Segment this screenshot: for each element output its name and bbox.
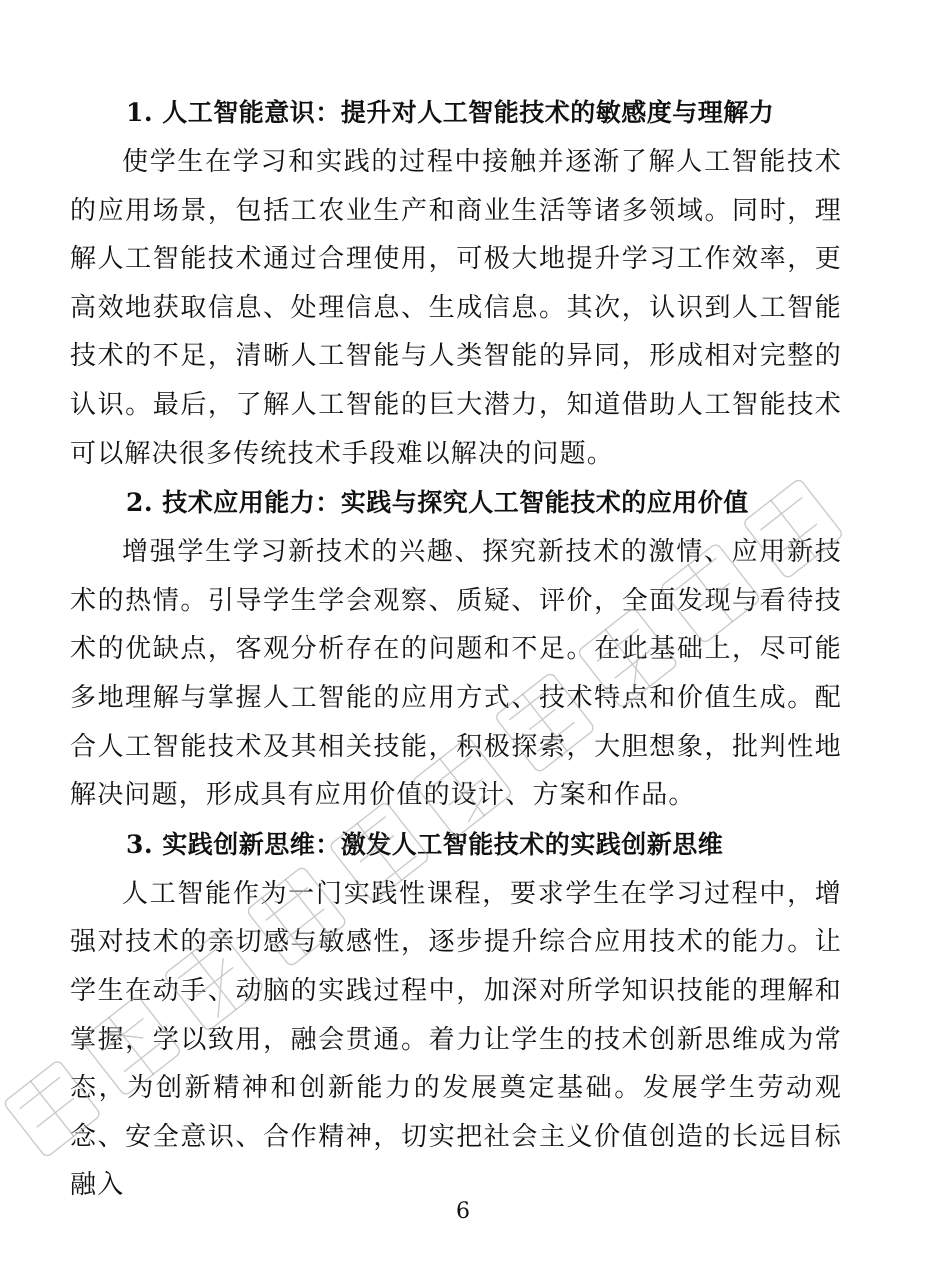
- section-3-heading: 3. 实践创新思维：激发人工智能技术的实践创新思维: [126, 829, 724, 859]
- section-3-body: 人工智能作为一门实践性课程，要求学生在学习过程中，增强对技术的亲切感与敏感性，逐步提升综合应用技术的能力。让学生在动手、动脑的实践过程中，加深对所学知识技能的理解和掌握，学以致用，融会贯通。着力让学生的技术创新思维成为常态，为创新精神和创新能力的发展奠定基础。发展学生劳动观念、安全意识、合作精神，切实把社会主义价值创造的长远目标融入: [70, 878, 842, 1201]
- section-1-heading: 1. 人工智能意识：提升对人工智能技术的敏感度与理解力: [126, 98, 775, 127]
- section-2-body: 增强学生学习新技术的兴趣、探究新技术的激情、应用新技术的热情。引导学生学会观察、质疑、评价，全面发现与看待技术的优缺点，客观分析存在的问题和不足。在此基础上，尽可能多地理解与掌握人工智能的应用方式、技术特点和价值生成。配合人工智能技术及其相关技能，积极探索，大胆想象，批判性地解决问题，形成具有应用价值的设计、方案和作品。: [70, 537, 842, 811]
- section-2-heading: 2. 技术应用能力：实践与探究人工智能技术的应用价值: [126, 488, 749, 518]
- page-content: [70, 88, 842, 1210]
- page-number: 6: [456, 1199, 470, 1224]
- section-1-body: 使学生在学习和实践的过程中接触并逐渐了解人工智能技术的应用场景，包括工农业生产和商业生活等诸多领域。同时，理解人工智能技术通过合理使用，可极大地提升学习工作效率，更高效地获取信息、处理信息、生成信息。其次，认识到人工智能技术的不足，清晰人工智能与人类智能的异同，形成相对完整的认识。最后，了解人工智能的巨大潜力，知道借助人工智能技术可以解决很多传统技术手段难以解决的问题。: [70, 147, 842, 469]
